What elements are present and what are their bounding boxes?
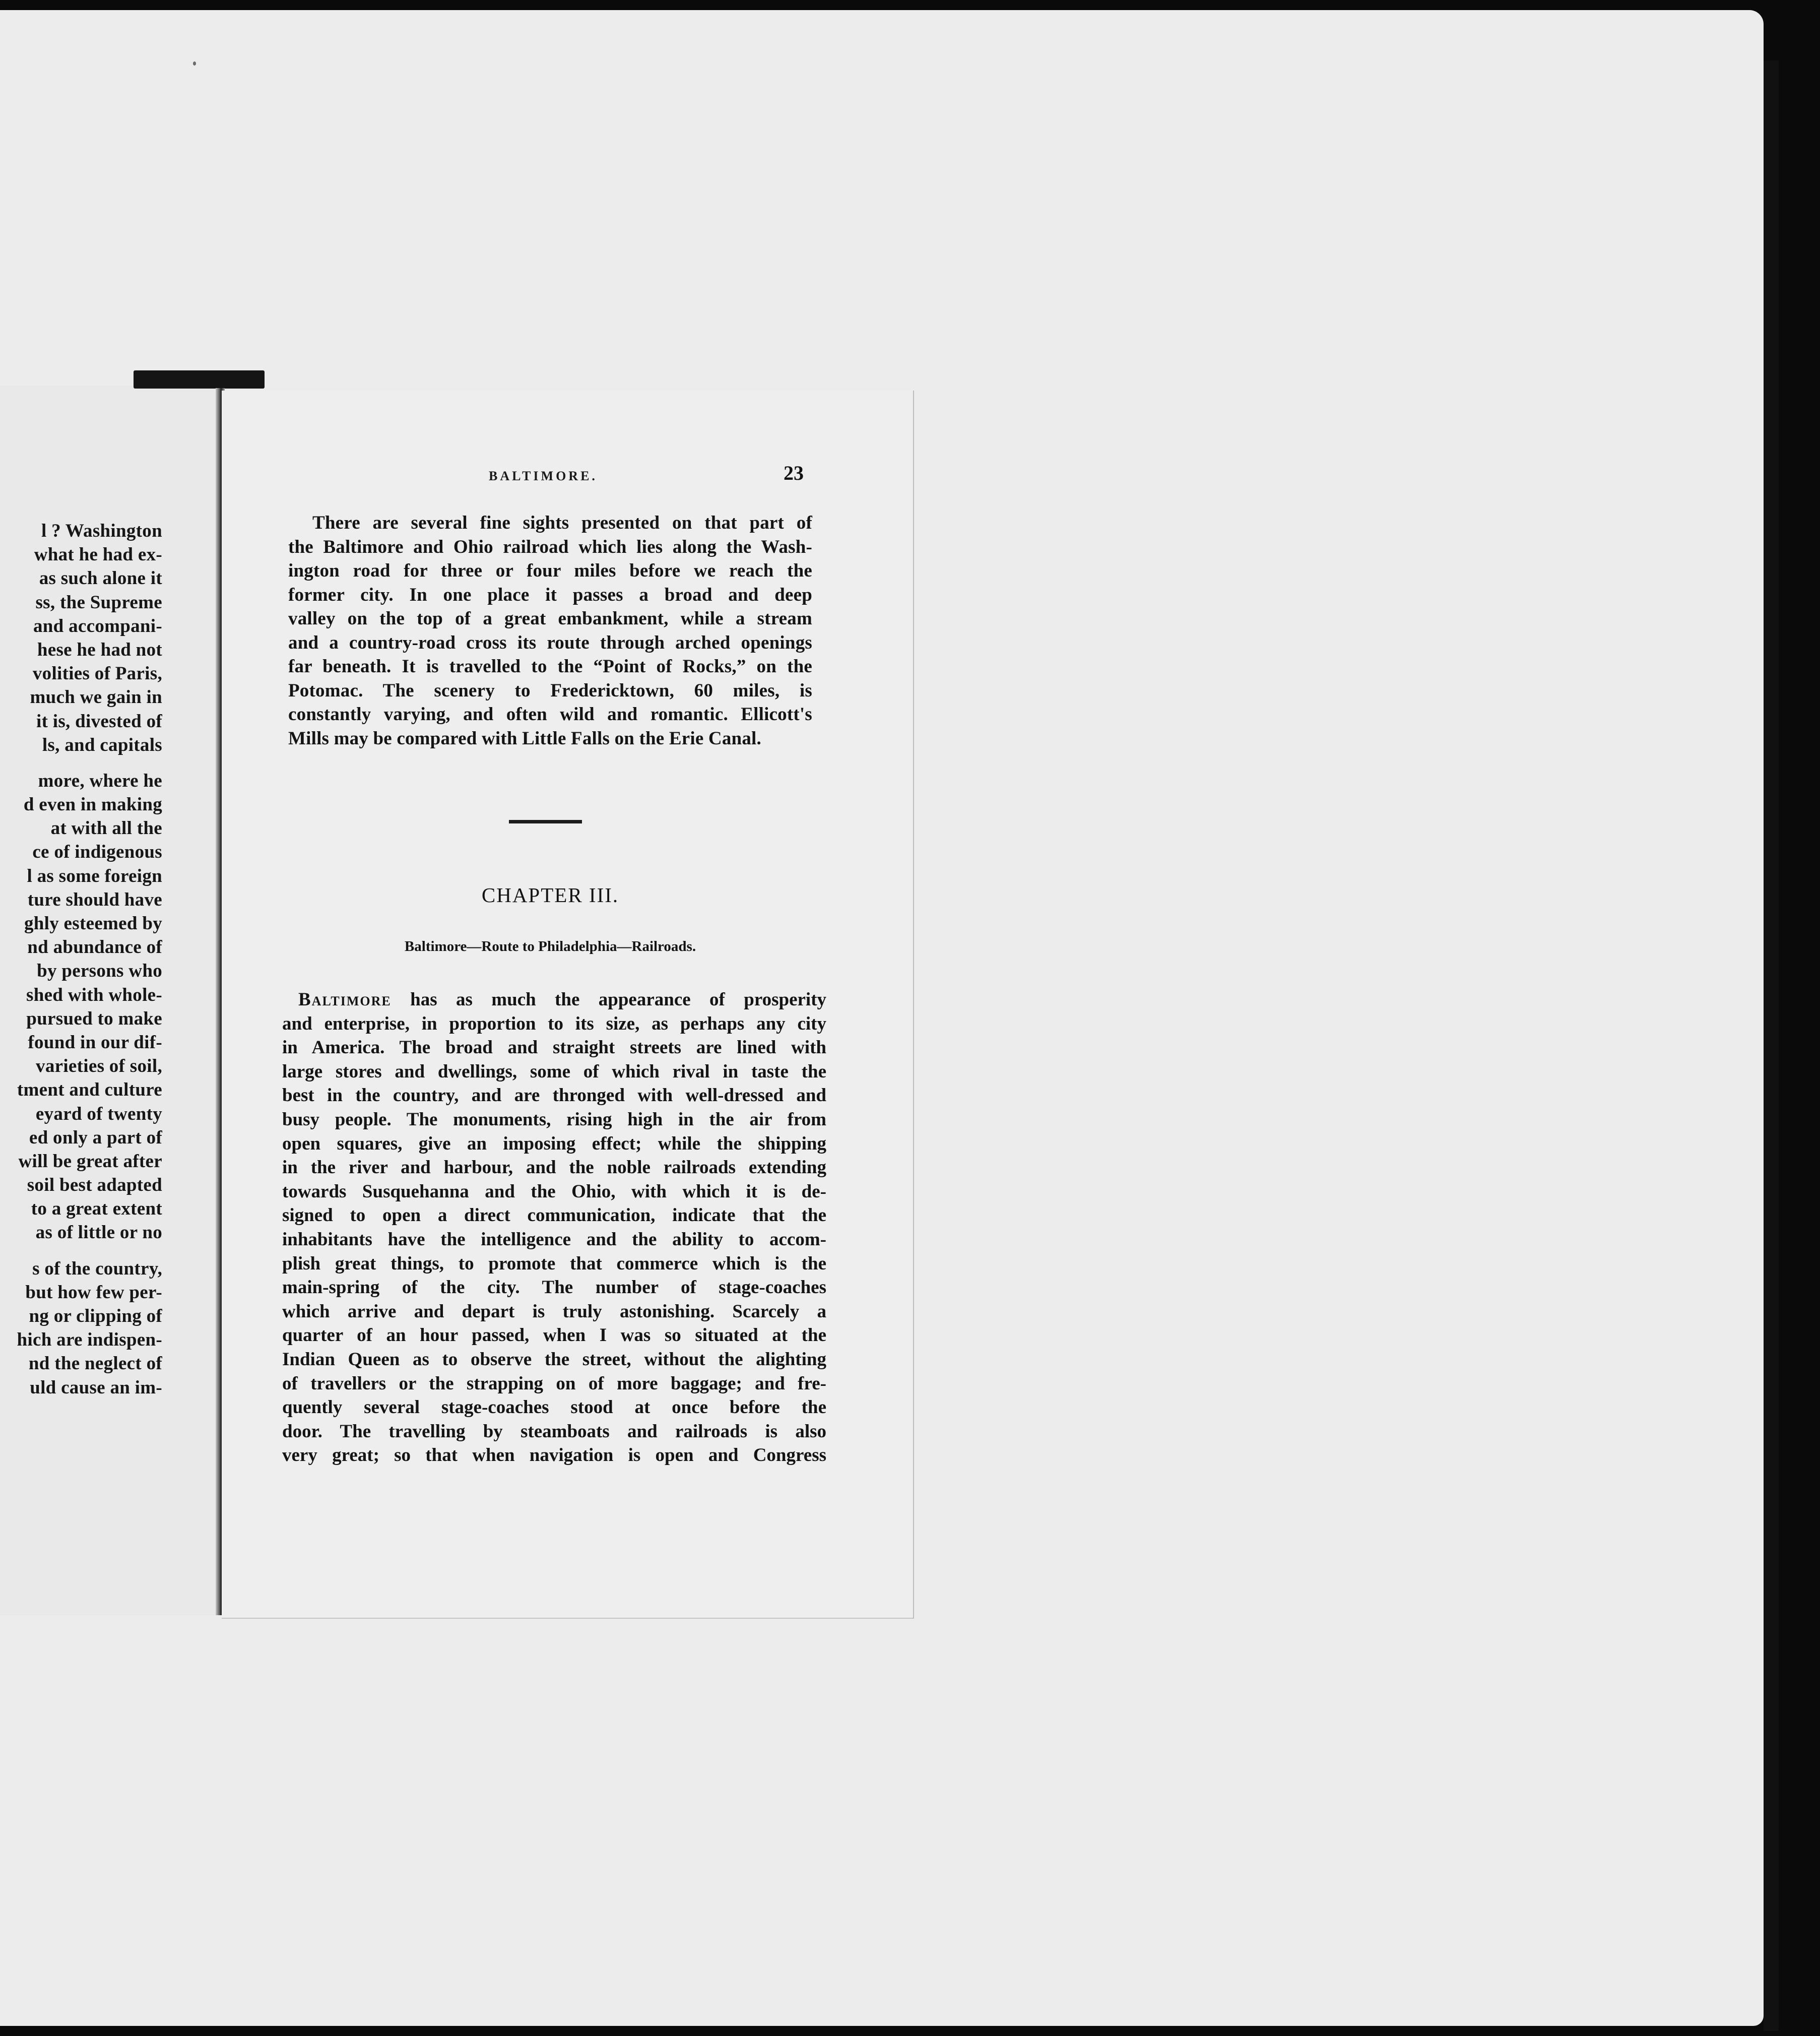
text-line: what he had ex- [34, 544, 162, 565]
text-line: of travellers or the strapping on of more baggage; and fre- [282, 1373, 826, 1394]
text-line: it is, divested of [36, 711, 162, 732]
text-line: constantly varying, and often wild and romantic. Ellicott's [288, 704, 812, 725]
text-line: found in our dif- [28, 1032, 162, 1053]
text-line: There are several fine sights presented on that part of [312, 513, 812, 533]
text-line: eyard of twenty [35, 1103, 162, 1124]
text-line: far beneath. It is travelled to the “Point of Rocks,” on the [288, 656, 812, 677]
text-line: and enterprise, in proportion to its size, as perhaps any city [282, 1013, 826, 1034]
text-line: very great; so that when navigation is open and Congress [282, 1445, 826, 1466]
paragraph-gap [0, 1245, 162, 1257]
text-line: by persons who [37, 961, 162, 982]
text-line: as of little or no [35, 1222, 162, 1243]
text-line: volities of Paris, [32, 663, 162, 684]
text-line: main-spring of the city. The number of stage-coaches [282, 1277, 826, 1298]
text-line: the Baltimore and Ohio railroad which lies along the Wash- [288, 536, 812, 557]
text-line: nd abundance of [27, 937, 162, 958]
text-line: busy people. The monuments, rising high in the air from [282, 1109, 826, 1130]
text-line-rest: has as much the appearance of prosperity [410, 989, 827, 1010]
text-line: shed with whole- [26, 984, 162, 1005]
text-line: varieties of soil, [36, 1056, 162, 1077]
text-line: more, where he [38, 770, 162, 791]
text-line: quently several stage-coaches stood at once before the [282, 1397, 826, 1418]
text-line: ington road for three or four miles before we reach the [288, 560, 812, 581]
text-line: and accompani- [33, 615, 162, 637]
text-line [282, 988, 826, 1012]
text-line: but how few per- [25, 1282, 162, 1303]
left-page-text [0, 519, 162, 1399]
paragraph-gap [0, 757, 162, 769]
section-rule [509, 820, 582, 823]
chapter-title: CHAPTER III. [481, 883, 619, 907]
text-line: Indian Queen as to observe the street, without the alighting [282, 1349, 826, 1370]
text-line: ture should have [27, 889, 162, 910]
text-line: door. The travelling by steamboats and railroads is also [282, 1421, 826, 1442]
text-line: will be great after [18, 1151, 162, 1172]
text-line: plish great things, to promote that commerce which is the [282, 1253, 826, 1274]
text-line: l as some foreign [27, 865, 162, 886]
text-line: ss, the Supreme [35, 592, 162, 613]
text-line: in America. The broad and straight streets are lined with [282, 1037, 826, 1058]
text-line: tment and culture [17, 1079, 162, 1101]
text-line: in the river and harbour, and the noble railroads extending [282, 1157, 826, 1178]
scan-speck [193, 61, 196, 66]
text-line: open squares, give an imposing effect; while the shipping [282, 1133, 826, 1154]
binding-tab [134, 370, 265, 389]
text-line: which arrive and depart is truly astonishing. Scarcely a [282, 1301, 826, 1322]
text-line: large stores and dwellings, some of which rival in taste the [282, 1061, 826, 1082]
drop-word: Baltimore [298, 989, 392, 1010]
text-line: s of the country, [32, 1258, 162, 1279]
chapter-body [282, 988, 826, 1468]
running-head: BALTIMORE. [489, 469, 598, 483]
text-line: nd the neglect of [28, 1353, 162, 1374]
text-line: at with all the [50, 818, 162, 839]
text-line: soil best adapted [27, 1175, 162, 1196]
text-line: ghly esteemed by [24, 913, 162, 934]
text-line: much we gain in [30, 687, 162, 708]
text-line: inhabitants have the intelligence and the ability to accom- [282, 1229, 826, 1250]
text-line: signed to open a direct communication, indicate that the [282, 1205, 826, 1226]
text-line: ng or clipping of [29, 1306, 162, 1326]
text-line: quarter of an hour passed, when I was so situated at the [282, 1325, 826, 1346]
text-line: ls, and capitals [42, 734, 162, 755]
sheet-edge-shadow [1764, 60, 1779, 2031]
text-line: ce of indigenous [32, 842, 162, 863]
text-line: pursued to make [26, 1008, 162, 1029]
text-line: Potomac. The scenery to Fredericktown, 60 miles, is [288, 680, 812, 701]
opening-paragraph [288, 511, 812, 750]
text-line: ed only a part of [29, 1127, 162, 1148]
chapter-subtitle: Baltimore—Route to Philadelphia—Railroads. [404, 938, 696, 955]
text-line: best in the country, and are thronged with well-dressed and [282, 1085, 826, 1106]
text-line: hich are indispen- [17, 1329, 162, 1351]
text-line: valley on the top of a great embankment, while a stream [288, 608, 812, 629]
text-line: l ? Washington [41, 521, 162, 541]
text-line: former city. In one place it passes a broad and deep [288, 584, 812, 605]
text-line: to a great extent [31, 1198, 162, 1220]
text-line: towards Susquehanna and the Ohio, with which it is de- [282, 1181, 826, 1202]
text-line: Mills may be compared with Little Falls on the Erie Canal. [288, 728, 761, 749]
page-number: 23 [784, 462, 804, 484]
text-line: hese he had not [37, 639, 162, 660]
text-line: and a country-road cross its route through arched openings [288, 632, 812, 653]
text-line: d even in making [23, 794, 162, 815]
text-line: uld cause an im- [30, 1377, 162, 1398]
text-line: as such alone it [39, 568, 162, 589]
